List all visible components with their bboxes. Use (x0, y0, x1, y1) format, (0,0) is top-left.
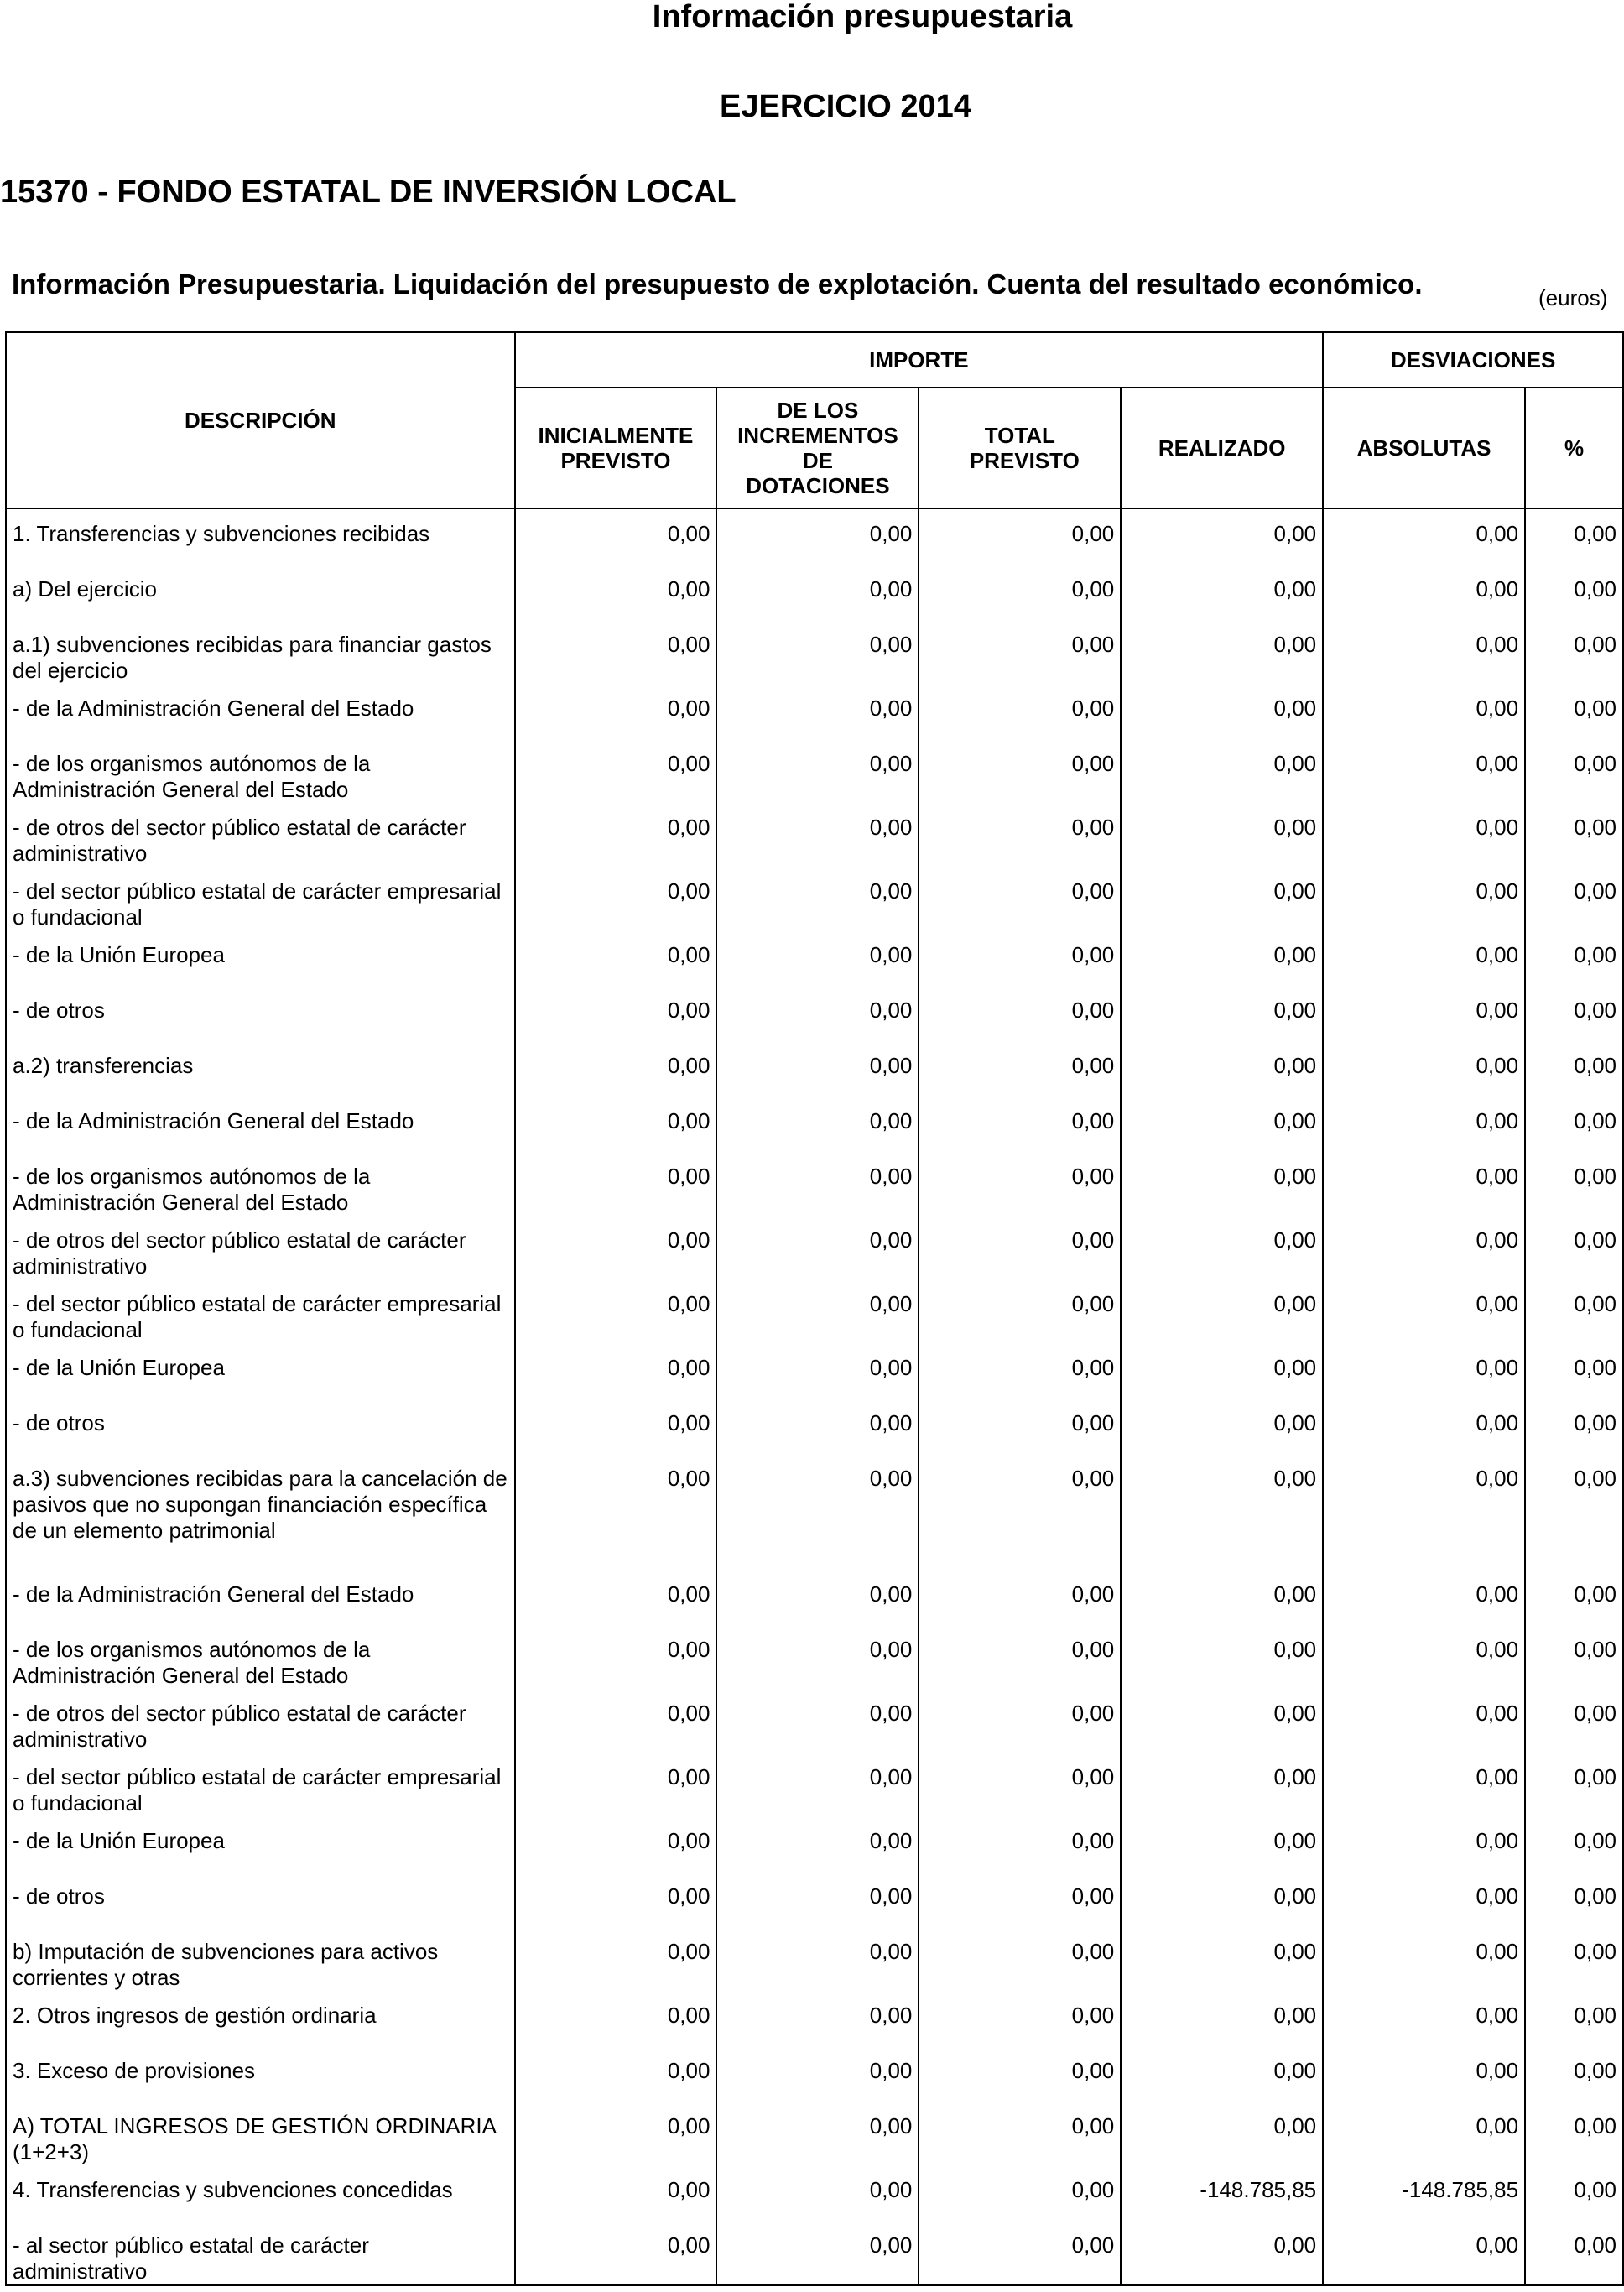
cell-realizado: 0,00 (1121, 1041, 1323, 1097)
row-description: a.2) transferencias (6, 1041, 515, 1097)
cell-absolutas: 0,00 (1323, 2221, 1525, 2285)
cell-total-previsto: 0,00 (919, 930, 1121, 986)
cell-total-previsto: 0,00 (919, 1097, 1121, 1152)
cell-absolutas: 0,00 (1323, 1991, 1525, 2046)
cell-absolutas: 0,00 (1323, 1816, 1525, 1872)
cell-absolutas: 0,00 (1323, 930, 1525, 986)
cell-realizado: 0,00 (1121, 1991, 1323, 2046)
cell-inicialmente-previsto: 0,00 (515, 1399, 717, 1454)
cell-total-previsto: 0,00 (919, 2102, 1121, 2165)
cell-total-previsto: 0,00 (919, 2165, 1121, 2221)
page-title: Información presupuestaria (652, 0, 1073, 34)
cell-porcentaje: 0,00 (1525, 565, 1623, 620)
entity-name: 15370 - FONDO ESTATAL DE INVERSIÓN LOCAL (0, 175, 737, 210)
cell-realizado: 0,00 (1121, 1097, 1323, 1152)
cell-inicialmente-previsto: 0,00 (515, 986, 717, 1041)
cell-incrementos: 0,00 (716, 1216, 919, 1279)
row-description: - de la Administración General del Estado (6, 1570, 515, 1625)
table-row (6, 803, 1623, 867)
cell-realizado: 0,00 (1121, 1279, 1323, 1343)
cell-porcentaje: 0,00 (1525, 1097, 1623, 1152)
table-row (6, 1991, 1623, 2046)
cell-absolutas: 0,00 (1323, 803, 1525, 867)
cell-inicialmente-previsto: 0,00 (515, 1689, 717, 1753)
cell-absolutas: 0,00 (1323, 620, 1525, 684)
cell-absolutas: 0,00 (1323, 1753, 1525, 1816)
cell-inicialmente-previsto: 0,00 (515, 1152, 717, 1216)
cell-absolutas: 0,00 (1323, 1570, 1525, 1625)
cell-absolutas: 0,00 (1323, 565, 1525, 620)
cell-total-previsto: 0,00 (919, 1570, 1121, 1625)
table-row (6, 2046, 1623, 2102)
cell-porcentaje: 0,00 (1525, 930, 1623, 986)
cell-porcentaje: 0,00 (1525, 1399, 1623, 1454)
table-row (6, 1152, 1623, 1216)
row-description: - de los organismos autónomos de la Administración General del Estado (6, 1152, 515, 1216)
cell-total-previsto: 0,00 (919, 986, 1121, 1041)
cell-absolutas: 0,00 (1323, 1041, 1525, 1097)
cell-total-previsto: 0,00 (919, 1625, 1121, 1689)
cell-realizado: 0,00 (1121, 739, 1323, 803)
cell-porcentaje: 0,00 (1525, 803, 1623, 867)
row-description: - de otros (6, 986, 515, 1041)
cell-absolutas: 0,00 (1323, 1872, 1525, 1927)
cell-inicialmente-previsto: 0,00 (515, 1097, 717, 1152)
cell-realizado: 0,00 (1121, 867, 1323, 930)
cell-incrementos: 0,00 (716, 986, 919, 1041)
row-description: - del sector público estatal de carácter empresarial o fundacional (6, 1279, 515, 1343)
cell-inicialmente-previsto: 0,00 (515, 867, 717, 930)
table-body (6, 508, 1623, 2285)
cell-inicialmente-previsto: 0,00 (515, 2046, 717, 2102)
cell-porcentaje: 0,00 (1525, 1753, 1623, 1816)
table-row (6, 2165, 1623, 2221)
cell-inicialmente-previsto: 0,00 (515, 1570, 717, 1625)
cell-absolutas: 0,00 (1323, 1216, 1525, 1279)
cell-inicialmente-previsto: 0,00 (515, 1927, 717, 1991)
cell-inicialmente-previsto: 0,00 (515, 1872, 717, 1927)
table-row (6, 1279, 1623, 1343)
cell-absolutas: 0,00 (1323, 739, 1525, 803)
cell-absolutas: 0,00 (1323, 1927, 1525, 1991)
cell-total-previsto: 0,00 (919, 1816, 1121, 1872)
cell-inicialmente-previsto: 0,00 (515, 1343, 717, 1399)
cell-incrementos: 0,00 (716, 1343, 919, 1399)
cell-incrementos: 0,00 (716, 1399, 919, 1454)
cell-realizado: 0,00 (1121, 1216, 1323, 1279)
cell-incrementos: 0,00 (716, 1753, 919, 1816)
row-description: A) TOTAL INGRESOS DE GESTIÓN ORDINARIA (1+2+3) (6, 2102, 515, 2165)
table-row (6, 1097, 1623, 1152)
header-incrementos: DE LOS INCREMENTOS DE DOTACIONES (716, 388, 919, 508)
cell-porcentaje: 0,00 (1525, 867, 1623, 930)
fiscal-year: EJERCICIO 2014 (720, 89, 971, 124)
table-row (6, 986, 1623, 1041)
cell-absolutas: 0,00 (1323, 1097, 1525, 1152)
cell-realizado: 0,00 (1121, 1753, 1323, 1816)
cell-inicialmente-previsto: 0,00 (515, 739, 717, 803)
table-row (6, 1689, 1623, 1753)
cell-realizado: 0,00 (1121, 1454, 1323, 1570)
cell-absolutas: 0,00 (1323, 1152, 1525, 1216)
cell-incrementos: 0,00 (716, 930, 919, 986)
cell-incrementos: 0,00 (716, 803, 919, 867)
cell-total-previsto: 0,00 (919, 1041, 1121, 1097)
cell-absolutas: 0,00 (1323, 986, 1525, 1041)
cell-porcentaje: 0,00 (1525, 2046, 1623, 2102)
cell-absolutas: 0,00 (1323, 1689, 1525, 1753)
cell-incrementos: 0,00 (716, 1570, 919, 1625)
row-description: - del sector público estatal de carácter empresarial o fundacional (6, 867, 515, 930)
cell-inicialmente-previsto: 0,00 (515, 508, 717, 565)
cell-total-previsto: 0,00 (919, 803, 1121, 867)
cell-inicialmente-previsto: 0,00 (515, 1041, 717, 1097)
cell-realizado: 0,00 (1121, 1625, 1323, 1689)
cell-total-previsto: 0,00 (919, 565, 1121, 620)
cell-porcentaje: 0,00 (1525, 1872, 1623, 1927)
row-description: a.3) subvenciones recibidas para la cancelación de pasivos que no supongan financiación específica de un elemento patrimonial (6, 1454, 515, 1570)
cell-porcentaje: 0,00 (1525, 1816, 1623, 1872)
cell-absolutas: 0,00 (1323, 1454, 1525, 1570)
cell-inicialmente-previsto: 0,00 (515, 2165, 717, 2221)
row-description: a) Del ejercicio (6, 565, 515, 620)
table-row (6, 1454, 1623, 1570)
cell-incrementos: 0,00 (716, 684, 919, 739)
cell-realizado: 0,00 (1121, 1927, 1323, 1991)
units-label: (euros) (1538, 285, 1608, 310)
cell-inicialmente-previsto: 0,00 (515, 1816, 717, 1872)
cell-inicialmente-previsto: 0,00 (515, 803, 717, 867)
header-total-previsto: TOTAL PREVISTO (919, 388, 1121, 508)
table-row (6, 867, 1623, 930)
cell-realizado: 0,00 (1121, 930, 1323, 986)
cell-incrementos: 0,00 (716, 508, 919, 565)
table-row (6, 1216, 1623, 1279)
cell-incrementos: 0,00 (716, 1097, 919, 1152)
table-row (6, 1753, 1623, 1816)
cell-absolutas: -148.785,85 (1323, 2165, 1525, 2221)
cell-porcentaje: 0,00 (1525, 986, 1623, 1041)
header-absolutas: ABSOLUTAS (1323, 388, 1525, 508)
cell-realizado: 0,00 (1121, 1816, 1323, 1872)
cell-realizado: 0,00 (1121, 508, 1323, 565)
cell-realizado: 0,00 (1121, 1343, 1323, 1399)
cell-inicialmente-previsto: 0,00 (515, 1753, 717, 1816)
cell-inicialmente-previsto: 0,00 (515, 1216, 717, 1279)
cell-realizado: 0,00 (1121, 2046, 1323, 2102)
cell-absolutas: 0,00 (1323, 1279, 1525, 1343)
cell-total-previsto: 0,00 (919, 1454, 1121, 1570)
table-row (6, 1872, 1623, 1927)
cell-total-previsto: 0,00 (919, 1399, 1121, 1454)
table-row (6, 2221, 1623, 2285)
cell-porcentaje: 0,00 (1525, 2102, 1623, 2165)
row-description: - de otros del sector público estatal de carácter administrativo (6, 1689, 515, 1753)
table-row (6, 739, 1623, 803)
cell-absolutas: 0,00 (1323, 2046, 1525, 2102)
table-row (6, 930, 1623, 986)
cell-realizado: 0,00 (1121, 1689, 1323, 1753)
cell-porcentaje: 0,00 (1525, 1991, 1623, 2046)
cell-realizado: 0,00 (1121, 1152, 1323, 1216)
header-realizado: REALIZADO (1121, 388, 1323, 508)
cell-total-previsto: 0,00 (919, 1689, 1121, 1753)
cell-porcentaje: 0,00 (1525, 1570, 1623, 1625)
cell-total-previsto: 0,00 (919, 1753, 1121, 1816)
cell-realizado: 0,00 (1121, 2221, 1323, 2285)
row-description: - de otros (6, 1872, 515, 1927)
cell-incrementos: 0,00 (716, 565, 919, 620)
cell-total-previsto: 0,00 (919, 684, 1121, 739)
cell-porcentaje: 0,00 (1525, 1343, 1623, 1399)
row-description: 3. Exceso de provisiones (6, 2046, 515, 2102)
cell-incrementos: 0,00 (716, 1689, 919, 1753)
table-row (6, 1570, 1623, 1625)
table-row (6, 684, 1623, 739)
cell-realizado: -148.785,85 (1121, 2165, 1323, 2221)
cell-realizado: 0,00 (1121, 986, 1323, 1041)
row-description: 4. Transferencias y subvenciones concedidas (6, 2165, 515, 2221)
cell-absolutas: 0,00 (1323, 2102, 1525, 2165)
row-description: a.1) subvenciones recibidas para financiar gastos del ejercicio (6, 620, 515, 684)
cell-porcentaje: 0,00 (1525, 2221, 1623, 2285)
cell-incrementos: 0,00 (716, 1816, 919, 1872)
cell-total-previsto: 0,00 (919, 739, 1121, 803)
cell-incrementos: 0,00 (716, 1991, 919, 2046)
cell-total-previsto: 0,00 (919, 1991, 1121, 2046)
cell-incrementos: 0,00 (716, 2221, 919, 2285)
table-row (6, 2102, 1623, 2165)
cell-inicialmente-previsto: 0,00 (515, 1454, 717, 1570)
cell-porcentaje: 0,00 (1525, 1454, 1623, 1570)
header-descripcion: DESCRIPCIÓN (6, 332, 515, 508)
row-description: - de otros del sector público estatal de carácter administrativo (6, 1216, 515, 1279)
table-row (6, 1816, 1623, 1872)
cell-realizado: 0,00 (1121, 684, 1323, 739)
cell-absolutas: 0,00 (1323, 867, 1525, 930)
cell-inicialmente-previsto: 0,00 (515, 2102, 717, 2165)
cell-incrementos: 0,00 (716, 867, 919, 930)
cell-total-previsto: 0,00 (919, 1872, 1121, 1927)
cell-inicialmente-previsto: 0,00 (515, 684, 717, 739)
cell-inicialmente-previsto: 0,00 (515, 1279, 717, 1343)
cell-incrementos: 0,00 (716, 1625, 919, 1689)
row-description: 2. Otros ingresos de gestión ordinaria (6, 1991, 515, 2046)
cell-incrementos: 0,00 (716, 1454, 919, 1570)
cell-porcentaje: 0,00 (1525, 1041, 1623, 1097)
budget-table (5, 331, 1624, 2286)
row-description: - de los organismos autónomos de la Administración General del Estado (6, 1625, 515, 1689)
cell-total-previsto: 0,00 (919, 1279, 1121, 1343)
row-description: - de los organismos autónomos de la Administración General del Estado (6, 739, 515, 803)
cell-incrementos: 0,00 (716, 1041, 919, 1097)
header-inicialmente-previsto: INICIALMENTE PREVISTO (515, 388, 717, 508)
cell-realizado: 0,00 (1121, 1570, 1323, 1625)
cell-total-previsto: 0,00 (919, 1216, 1121, 1279)
cell-absolutas: 0,00 (1323, 1343, 1525, 1399)
cell-porcentaje: 0,00 (1525, 1927, 1623, 1991)
cell-absolutas: 0,00 (1323, 1399, 1525, 1454)
row-description: - al sector público estatal de carácter administrativo (6, 2221, 515, 2285)
cell-incrementos: 0,00 (716, 620, 919, 684)
row-description: - de otros (6, 1399, 515, 1454)
cell-inicialmente-previsto: 0,00 (515, 620, 717, 684)
row-description: - del sector público estatal de carácter empresarial o fundacional (6, 1753, 515, 1816)
cell-inicialmente-previsto: 0,00 (515, 2221, 717, 2285)
cell-porcentaje: 0,00 (1525, 620, 1623, 684)
table-row (6, 620, 1623, 684)
row-description: - de otros del sector público estatal de carácter administrativo (6, 803, 515, 867)
cell-incrementos: 0,00 (716, 1872, 919, 1927)
cell-inicialmente-previsto: 0,00 (515, 1991, 717, 2046)
cell-realizado: 0,00 (1121, 1399, 1323, 1454)
table-row (6, 565, 1623, 620)
cell-realizado: 0,00 (1121, 1872, 1323, 1927)
header-desviaciones: DESVIACIONES (1323, 332, 1623, 388)
row-description: - de la Administración General del Estado (6, 684, 515, 739)
cell-porcentaje: 0,00 (1525, 1279, 1623, 1343)
cell-total-previsto: 0,00 (919, 508, 1121, 565)
cell-inicialmente-previsto: 0,00 (515, 565, 717, 620)
row-description: b) Imputación de subvenciones para activos corrientes y otras (6, 1927, 515, 1991)
cell-incrementos: 0,00 (716, 739, 919, 803)
cell-porcentaje: 0,00 (1525, 1152, 1623, 1216)
cell-porcentaje: 0,00 (1525, 739, 1623, 803)
cell-absolutas: 0,00 (1323, 684, 1525, 739)
cell-incrementos: 0,00 (716, 2102, 919, 2165)
cell-total-previsto: 0,00 (919, 2046, 1121, 2102)
table-row (6, 508, 1623, 565)
cell-porcentaje: 0,00 (1525, 508, 1623, 565)
cell-incrementos: 0,00 (716, 2046, 919, 2102)
cell-total-previsto: 0,00 (919, 1152, 1121, 1216)
cell-porcentaje: 0,00 (1525, 684, 1623, 739)
row-description: - de la Administración General del Estado (6, 1097, 515, 1152)
cell-incrementos: 0,00 (716, 1152, 919, 1216)
table-row (6, 1343, 1623, 1399)
header-porcentaje: % (1525, 388, 1623, 508)
cell-absolutas: 0,00 (1323, 508, 1525, 565)
cell-realizado: 0,00 (1121, 2102, 1323, 2165)
cell-total-previsto: 0,00 (919, 867, 1121, 930)
cell-total-previsto: 0,00 (919, 2221, 1121, 2285)
cell-total-previsto: 0,00 (919, 1927, 1121, 1991)
row-description: - de la Unión Europea (6, 1343, 515, 1399)
cell-porcentaje: 0,00 (1525, 1689, 1623, 1753)
cell-inicialmente-previsto: 0,00 (515, 930, 717, 986)
cell-porcentaje: 0,00 (1525, 1216, 1623, 1279)
table-row (6, 1625, 1623, 1689)
table-row (6, 1927, 1623, 1991)
cell-total-previsto: 0,00 (919, 620, 1121, 684)
cell-realizado: 0,00 (1121, 565, 1323, 620)
table-row (6, 1399, 1623, 1454)
cell-porcentaje: 0,00 (1525, 1625, 1623, 1689)
cell-incrementos: 0,00 (716, 1279, 919, 1343)
table-row (6, 1041, 1623, 1097)
row-description: - de la Unión Europea (6, 930, 515, 986)
row-description: - de la Unión Europea (6, 1816, 515, 1872)
cell-incrementos: 0,00 (716, 1927, 919, 1991)
cell-realizado: 0,00 (1121, 620, 1323, 684)
cell-total-previsto: 0,00 (919, 1343, 1121, 1399)
cell-absolutas: 0,00 (1323, 1625, 1525, 1689)
cell-porcentaje: 0,00 (1525, 2165, 1623, 2221)
cell-realizado: 0,00 (1121, 803, 1323, 867)
report-subtitle: Información Presupuestaria. Liquidación del presupuesto de explotación. Cuenta del resultado económico. (12, 268, 1423, 300)
header-importe: IMPORTE (515, 332, 1324, 388)
row-description: 1. Transferencias y subvenciones recibidas (6, 508, 515, 565)
cell-incrementos: 0,00 (716, 2165, 919, 2221)
cell-inicialmente-previsto: 0,00 (515, 1625, 717, 1689)
